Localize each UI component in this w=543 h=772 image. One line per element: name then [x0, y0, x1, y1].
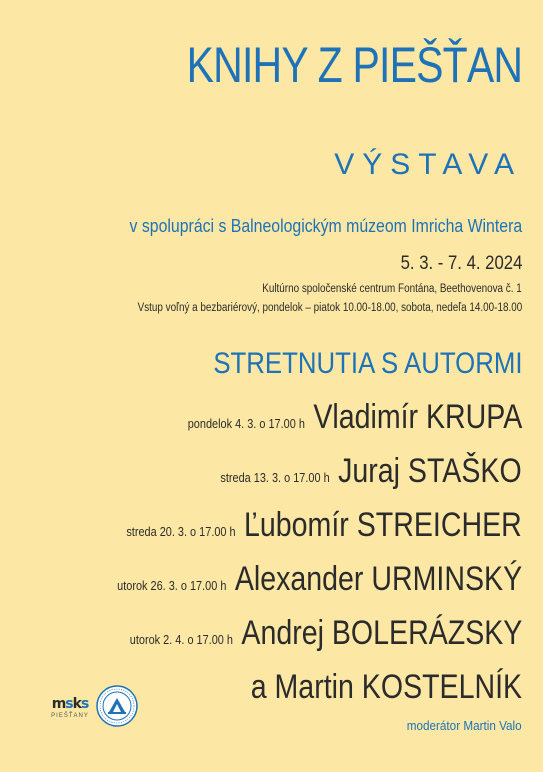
- meeting-row: [127, 506, 522, 545]
- meeting-row: [117, 560, 522, 599]
- meeting-row: [221, 452, 522, 491]
- msks-logo-mark: msks: [51, 695, 89, 712]
- meeting-author: a Martin KOSTELNÍK: [250, 668, 522, 706]
- meeting-author: Vladimír KRUPA: [313, 398, 522, 436]
- msks-logo: [41, 688, 99, 726]
- meeting-date: streda 13. 3. o 17.00 h: [220, 470, 331, 485]
- museum-seal-logo: [96, 685, 138, 727]
- section-title: STRETNUTIA S AUTORMI: [212, 347, 522, 380]
- meeting-row: [187, 398, 522, 437]
- venue-line: Kultúrno spoločenské centrum Fontána, Beethovenova č. 1: [262, 283, 522, 295]
- meeting-author: Andrej BOLERÁZSKY: [241, 614, 522, 652]
- meeting-date: utorok 2. 4. o 17.00 h: [129, 632, 233, 647]
- moderator-line: moderátor Martin Valo: [407, 718, 522, 733]
- entry-hours-line: Vstup voľný a bezbariérový, pondelok – piatok 10.00-18.00, sobota, nedeľa 14.00-18.00: [137, 302, 522, 314]
- meeting-author: Alexander URMINSKÝ: [234, 560, 522, 598]
- meeting-row: [129, 614, 522, 653]
- meeting-author: Juraj STAŠKO: [338, 452, 522, 490]
- meeting-author: Ľubomír STREICHER: [244, 506, 522, 544]
- collaboration-line: v spolupráci s Balneologickým múzeom Imricha Wintera: [129, 216, 522, 236]
- meeting-row: [242, 668, 522, 707]
- msks-logo-text: PIEŠŤANY: [51, 712, 89, 719]
- poster-title: KNIHY Z PIEŠŤAN: [186, 37, 522, 93]
- poster-subtitle: VÝSTAVA: [334, 148, 522, 181]
- exhibition-dates: 5. 3. - 7. 4. 2024: [400, 253, 522, 274]
- meeting-date: pondelok 4. 3. o 17.00 h: [187, 416, 305, 431]
- meeting-date: utorok 26. 3. o 17.00 h: [117, 578, 227, 593]
- meeting-date: streda 20. 3. o 17.00 h: [126, 524, 236, 539]
